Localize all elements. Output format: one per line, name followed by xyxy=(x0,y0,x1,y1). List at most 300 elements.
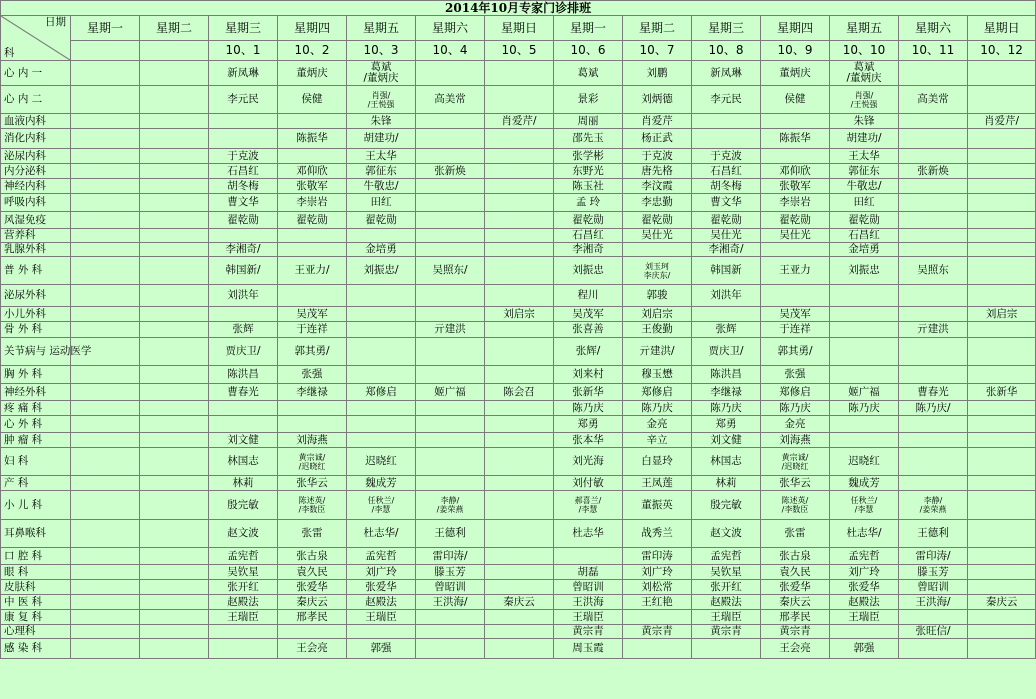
doctor-cell xyxy=(968,86,1036,114)
doctor-cell: 郝喜兰/ /李慧 xyxy=(554,491,623,520)
doctor-cell: 张辉/ xyxy=(554,338,623,366)
doctor-cell xyxy=(968,491,1036,520)
doctor-cell: 金亮 xyxy=(623,416,692,433)
department-name: 中 医 科 xyxy=(1,595,71,610)
doctor-cell xyxy=(485,164,554,179)
doctor-cell xyxy=(416,476,485,491)
doctor-cell: 周玉霞 xyxy=(554,639,623,659)
doctor-cell: 翟乾勋 xyxy=(209,212,278,229)
weekday-header: 星期四 xyxy=(761,16,830,41)
department-name: 血液内科 xyxy=(1,114,71,129)
doctor-cell: 郑修启 xyxy=(761,384,830,401)
doctor-cell xyxy=(140,61,209,86)
doctor-cell: 王红艳 xyxy=(623,595,692,610)
doctor-cell: 辛立 xyxy=(623,433,692,448)
doctor-cell: 陈玉社 xyxy=(554,179,623,194)
doctor-cell xyxy=(899,285,968,307)
doctor-cell: 东野光 xyxy=(554,164,623,179)
doctor-cell xyxy=(485,610,554,625)
doctor-cell: 张古泉 xyxy=(278,548,347,565)
weekday-header: 星期四 xyxy=(278,16,347,41)
table-row xyxy=(1,580,1036,595)
doctor-cell: 邓仰欣 xyxy=(761,164,830,179)
doctor-cell: 王瑞臣 xyxy=(347,610,416,625)
doctor-cell: 陈乃庆 xyxy=(830,401,899,416)
table-row xyxy=(1,243,1036,257)
doctor-cell: 刘文健 xyxy=(692,433,761,448)
doctor-cell: 王洪海/ xyxy=(899,595,968,610)
doctor-cell xyxy=(899,433,968,448)
doctor-cell xyxy=(140,194,209,212)
doctor-cell: 董振英 xyxy=(623,491,692,520)
doctor-cell xyxy=(347,338,416,366)
doctor-cell xyxy=(416,448,485,476)
doctor-cell xyxy=(899,229,968,243)
table-row xyxy=(1,401,1036,416)
doctor-cell: 张强 xyxy=(761,366,830,384)
doctor-cell xyxy=(830,433,899,448)
doctor-cell: 杜志华 xyxy=(554,520,623,548)
doctor-cell xyxy=(968,639,1036,659)
doctor-cell: 郑修启 xyxy=(347,384,416,401)
date-header: 10、8 xyxy=(692,41,761,61)
doctor-cell xyxy=(485,548,554,565)
table-row xyxy=(1,307,1036,322)
doctor-cell: 翟乾勋 xyxy=(623,212,692,229)
doctor-cell: 胡冬梅 xyxy=(692,179,761,194)
doctor-cell xyxy=(485,366,554,384)
doctor-cell: 王洪海/ xyxy=(416,595,485,610)
doctor-cell xyxy=(623,639,692,659)
doctor-cell: 雷印涛/ xyxy=(416,548,485,565)
doctor-cell xyxy=(692,307,761,322)
department-name: 风湿免疫 xyxy=(1,212,71,229)
doctor-cell: 胡磊 xyxy=(554,565,623,580)
doctor-cell xyxy=(899,114,968,129)
doctor-cell xyxy=(140,520,209,548)
doctor-cell: 李湘奇 xyxy=(554,243,623,257)
date-header: 10、7 xyxy=(623,41,692,61)
doctor-cell xyxy=(347,285,416,307)
doctor-cell xyxy=(347,322,416,338)
department-name: 眼 科 xyxy=(1,565,71,580)
doctor-cell xyxy=(209,416,278,433)
corner-dept-label: 科 xyxy=(4,47,15,59)
doctor-cell: 王太华 xyxy=(830,149,899,164)
doctor-cell xyxy=(899,243,968,257)
doctor-cell: 张新焕 xyxy=(416,164,485,179)
doctor-cell: 张学彬 xyxy=(554,149,623,164)
doctor-cell: 石昌红 xyxy=(209,164,278,179)
doctor-cell xyxy=(347,366,416,384)
doctor-cell: 于克波 xyxy=(692,149,761,164)
weekday-header: 星期六 xyxy=(899,16,968,41)
doctor-cell xyxy=(485,491,554,520)
doctor-cell xyxy=(623,610,692,625)
doctor-cell xyxy=(416,625,485,639)
doctor-cell xyxy=(968,212,1036,229)
doctor-cell xyxy=(830,322,899,338)
doctor-cell: 赵殿法 xyxy=(347,595,416,610)
doctor-cell xyxy=(416,338,485,366)
doctor-cell: 王瑞臣 xyxy=(209,610,278,625)
doctor-cell xyxy=(140,164,209,179)
doctor-cell xyxy=(347,229,416,243)
doctor-cell: 侯健 xyxy=(278,86,347,114)
doctor-cell xyxy=(140,580,209,595)
table-row xyxy=(1,229,1036,243)
doctor-cell xyxy=(968,229,1036,243)
doctor-cell: 邵先玉 xyxy=(554,129,623,149)
doctor-cell xyxy=(71,229,140,243)
doctor-cell: 殷完敏 xyxy=(692,491,761,520)
date-header: 10、12 xyxy=(968,41,1036,61)
weekday-header: 星期六 xyxy=(416,16,485,41)
doctor-cell: 张旺信/ xyxy=(899,625,968,639)
doctor-cell xyxy=(485,212,554,229)
doctor-cell: 郭强 xyxy=(347,639,416,659)
doctor-cell: 朱锋 xyxy=(347,114,416,129)
doctor-cell: 白显玲 xyxy=(623,448,692,476)
doctor-cell xyxy=(899,149,968,164)
doctor-cell: 刘振忠/ xyxy=(347,257,416,285)
doctor-cell: 吴照东/ xyxy=(416,257,485,285)
doctor-cell: 黄宗青 xyxy=(623,625,692,639)
doctor-cell: 殷完敏 xyxy=(209,491,278,520)
doctor-cell xyxy=(968,610,1036,625)
department-name: 疼 痛 科 xyxy=(1,401,71,416)
doctor-cell xyxy=(485,580,554,595)
doctor-cell xyxy=(485,625,554,639)
doctor-cell xyxy=(71,476,140,491)
doctor-cell: 吴茂军 xyxy=(761,307,830,322)
doctor-cell xyxy=(485,338,554,366)
doctor-cell xyxy=(140,433,209,448)
doctor-cell: 张喜善 xyxy=(554,322,623,338)
doctor-cell xyxy=(347,307,416,322)
doctor-cell: 李汶霞 xyxy=(623,179,692,194)
doctor-cell xyxy=(140,610,209,625)
doctor-cell: 袁久民 xyxy=(761,565,830,580)
doctor-cell: 张雷 xyxy=(761,520,830,548)
doctor-cell xyxy=(71,595,140,610)
table-row xyxy=(1,179,1036,194)
doctor-cell: 陈振华 xyxy=(278,129,347,149)
doctor-cell: 邢孝民 xyxy=(761,610,830,625)
doctor-cell xyxy=(416,307,485,322)
page-title: 2014年10月专家门诊排班 xyxy=(1,1,1036,16)
doctor-cell: 张古泉 xyxy=(761,548,830,565)
doctor-cell: 任秋兰/ /李慧 xyxy=(830,491,899,520)
table-row xyxy=(1,448,1036,476)
doctor-cell: 陈乃庆/ xyxy=(899,401,968,416)
doctor-cell: 赵殿法 xyxy=(830,595,899,610)
doctor-cell xyxy=(140,114,209,129)
doctor-cell: 邓仰欣 xyxy=(278,164,347,179)
doctor-cell xyxy=(416,129,485,149)
doctor-cell: 董炳庆 xyxy=(278,61,347,86)
table-row xyxy=(1,129,1036,149)
doctor-cell: 张辉 xyxy=(692,322,761,338)
doctor-cell xyxy=(485,476,554,491)
doctor-cell: 刘文健 xyxy=(209,433,278,448)
date-header: 10、4 xyxy=(416,41,485,61)
doctor-cell: 田红 xyxy=(830,194,899,212)
doctor-cell xyxy=(71,149,140,164)
doctor-cell: 吴钦星 xyxy=(209,565,278,580)
date-header: 10、11 xyxy=(899,41,968,61)
doctor-cell xyxy=(899,610,968,625)
date-header: 10、3 xyxy=(347,41,416,61)
doctor-cell xyxy=(71,257,140,285)
doctor-cell xyxy=(140,86,209,114)
doctor-cell: 王德利 xyxy=(416,520,485,548)
corner-date-label: 日期 xyxy=(45,16,66,28)
doctor-cell: 张新华 xyxy=(554,384,623,401)
doctor-cell: 肖爱芹 xyxy=(623,114,692,129)
doctor-cell xyxy=(899,61,968,86)
department-name: 心理科 xyxy=(1,625,71,639)
doctor-cell: 曾昭训 xyxy=(554,580,623,595)
doctor-cell: 杜志华/ xyxy=(347,520,416,548)
doctor-cell: 周丽 xyxy=(554,114,623,129)
doctor-cell: 王亚力 xyxy=(761,257,830,285)
doctor-cell xyxy=(485,565,554,580)
doctor-cell xyxy=(278,243,347,257)
doctor-cell: 肖强/ /王悦强 xyxy=(347,86,416,114)
doctor-cell xyxy=(692,639,761,659)
doctor-cell: 穆玉懋 xyxy=(623,366,692,384)
doctor-cell: 刘付敏 xyxy=(554,476,623,491)
doctor-cell: 高美常 xyxy=(899,86,968,114)
doctor-cell xyxy=(71,548,140,565)
doctor-cell: 贾庆卫/ xyxy=(209,338,278,366)
doctor-cell xyxy=(71,520,140,548)
doctor-cell xyxy=(968,548,1036,565)
corner-header xyxy=(1,16,71,61)
department-name: 心 内 一 xyxy=(1,61,71,86)
doctor-cell xyxy=(761,285,830,307)
doctor-cell: 孟宪哲 xyxy=(347,548,416,565)
doctor-cell: 石昌红 xyxy=(830,229,899,243)
department-name: 泌尿外科 xyxy=(1,285,71,307)
doctor-cell xyxy=(761,114,830,129)
doctor-cell: 孟宪哲 xyxy=(692,548,761,565)
doctor-cell: 林国志 xyxy=(209,448,278,476)
doctor-cell: 吴钦星 xyxy=(692,565,761,580)
doctor-cell: 张雷 xyxy=(278,520,347,548)
doctor-cell xyxy=(899,194,968,212)
weekday-header: 星期一 xyxy=(71,16,140,41)
doctor-cell: 李忠勤 xyxy=(623,194,692,212)
doctor-cell: 张华云 xyxy=(761,476,830,491)
doctor-cell: 陈洪昌 xyxy=(692,366,761,384)
doctor-cell: 吴仕光 xyxy=(692,229,761,243)
doctor-cell: 滕玉芳 xyxy=(899,565,968,580)
doctor-cell: 赵文波 xyxy=(209,520,278,548)
doctor-cell: 田红 xyxy=(347,194,416,212)
doctor-cell xyxy=(140,476,209,491)
doctor-cell: 高美常 xyxy=(416,86,485,114)
doctor-cell: 战秀兰 xyxy=(623,520,692,548)
doctor-cell: 王会亮 xyxy=(278,639,347,659)
doctor-cell xyxy=(485,61,554,86)
doctor-cell: 吴照东 xyxy=(899,257,968,285)
doctor-cell xyxy=(416,61,485,86)
doctor-cell: 胡冬梅 xyxy=(209,179,278,194)
department-name: 乳腺外科 xyxy=(1,243,71,257)
doctor-cell xyxy=(968,322,1036,338)
doctor-cell: 黄宗诚/ /迟晓红 xyxy=(278,448,347,476)
weekday-header: 星期日 xyxy=(968,16,1036,41)
doctor-cell: 韩国新 xyxy=(692,257,761,285)
doctor-cell xyxy=(209,625,278,639)
doctor-cell xyxy=(71,384,140,401)
doctor-cell: 郭征东 xyxy=(347,164,416,179)
doctor-cell: 王亚力/ xyxy=(278,257,347,285)
doctor-cell xyxy=(761,149,830,164)
doctor-cell xyxy=(968,401,1036,416)
department-name: 耳鼻喉科 xyxy=(1,520,71,548)
doctor-cell: 姬广福 xyxy=(830,384,899,401)
doctor-cell xyxy=(968,476,1036,491)
doctor-cell xyxy=(830,307,899,322)
department-name: 骨 外 科 xyxy=(1,322,71,338)
doctor-cell xyxy=(761,243,830,257)
doctor-cell: 肖强/ /王悦强 xyxy=(830,86,899,114)
doctor-cell: 翟乾勋 xyxy=(278,212,347,229)
doctor-cell: 张本华 xyxy=(554,433,623,448)
department-name: 消化内科 xyxy=(1,129,71,149)
doctor-cell xyxy=(899,416,968,433)
doctor-cell: 郭征东 xyxy=(830,164,899,179)
doctor-cell: 石昌红 xyxy=(692,164,761,179)
doctor-cell: 刘海燕 xyxy=(278,433,347,448)
doctor-cell xyxy=(968,625,1036,639)
doctor-cell: 于克波 xyxy=(623,149,692,164)
department-name: 胸 外 科 xyxy=(1,366,71,384)
weekday-header: 星期二 xyxy=(140,16,209,41)
doctor-cell: 黄宗诚/ /迟晓红 xyxy=(761,448,830,476)
department-name: 康 复 科 xyxy=(1,610,71,625)
doctor-cell: 石昌红 xyxy=(554,229,623,243)
doctor-cell: 张爱华 xyxy=(278,580,347,595)
doctor-cell xyxy=(968,366,1036,384)
doctor-cell xyxy=(209,229,278,243)
doctor-cell: 牛敬忠/ xyxy=(347,179,416,194)
doctor-cell xyxy=(968,433,1036,448)
doctor-cell: 张新华 xyxy=(968,384,1036,401)
date-header xyxy=(140,41,209,61)
doctor-cell xyxy=(209,401,278,416)
doctor-cell: 葛斌 /董炳庆 xyxy=(830,61,899,86)
doctor-cell xyxy=(71,307,140,322)
doctor-cell: 孟宪哲 xyxy=(830,548,899,565)
table-row xyxy=(1,114,1036,129)
table-row xyxy=(1,384,1036,401)
doctor-cell xyxy=(140,548,209,565)
table-row xyxy=(1,285,1036,307)
doctor-cell xyxy=(692,129,761,149)
doctor-cell: 刘广玲 xyxy=(830,565,899,580)
doctor-cell: 张开红 xyxy=(209,580,278,595)
table-row xyxy=(1,212,1036,229)
doctor-cell xyxy=(71,285,140,307)
doctor-cell: 王德利 xyxy=(899,520,968,548)
doctor-cell xyxy=(968,243,1036,257)
doctor-cell: 吴仕光 xyxy=(761,229,830,243)
doctor-cell xyxy=(830,416,899,433)
doctor-cell: 秦庆云 xyxy=(761,595,830,610)
doctor-cell xyxy=(416,639,485,659)
weekday-header: 星期五 xyxy=(347,16,416,41)
doctor-cell: 刘海燕 xyxy=(761,433,830,448)
doctor-cell: 刘广玲 xyxy=(623,565,692,580)
doctor-cell xyxy=(485,520,554,548)
doctor-cell xyxy=(485,285,554,307)
doctor-cell xyxy=(209,114,278,129)
doctor-cell: 韩国新/ xyxy=(209,257,278,285)
doctor-cell xyxy=(416,243,485,257)
doctor-cell xyxy=(278,625,347,639)
doctor-cell xyxy=(71,416,140,433)
doctor-cell xyxy=(485,448,554,476)
doctor-cell: 滕玉芳 xyxy=(416,565,485,580)
doctor-cell xyxy=(968,580,1036,595)
doctor-cell xyxy=(416,401,485,416)
doctor-cell xyxy=(71,86,140,114)
doctor-cell: 陈会召 xyxy=(485,384,554,401)
date-header: 10、2 xyxy=(278,41,347,61)
doctor-cell: 王瑞臣 xyxy=(554,610,623,625)
doctor-cell: 刘洪年 xyxy=(692,285,761,307)
doctor-cell xyxy=(485,229,554,243)
doctor-cell: 曹春光 xyxy=(899,384,968,401)
doctor-cell: 陈乃庆 xyxy=(692,401,761,416)
doctor-cell xyxy=(278,229,347,243)
doctor-cell xyxy=(71,491,140,520)
doctor-cell: 郭骏 xyxy=(623,285,692,307)
doctor-cell: 翟乾勋 xyxy=(761,212,830,229)
doctor-cell xyxy=(899,476,968,491)
doctor-cell xyxy=(968,164,1036,179)
doctor-cell xyxy=(416,285,485,307)
doctor-cell xyxy=(899,448,968,476)
doctor-cell: 侯健 xyxy=(761,86,830,114)
weekday-header: 星期三 xyxy=(692,16,761,41)
doctor-cell xyxy=(830,338,899,366)
doctor-cell: 赵殿法 xyxy=(692,595,761,610)
doctor-cell xyxy=(830,625,899,639)
doctor-cell xyxy=(485,86,554,114)
doctor-cell xyxy=(968,179,1036,194)
doctor-cell xyxy=(71,179,140,194)
department-name: 小 儿 科 xyxy=(1,491,71,520)
doctor-cell: 刘光海 xyxy=(554,448,623,476)
doctor-cell: 迟晓红 xyxy=(347,448,416,476)
doctor-cell xyxy=(485,433,554,448)
doctor-cell: 陈洪昌 xyxy=(209,366,278,384)
doctor-cell xyxy=(485,257,554,285)
department-name: 内分泌科 xyxy=(1,164,71,179)
doctor-cell xyxy=(71,366,140,384)
doctor-cell xyxy=(278,149,347,164)
doctor-cell xyxy=(278,114,347,129)
doctor-cell: 新凤琳 xyxy=(209,61,278,86)
doctor-cell: 黄宗青 xyxy=(761,625,830,639)
doctor-cell xyxy=(71,580,140,595)
doctor-cell: 李崇岩 xyxy=(278,194,347,212)
